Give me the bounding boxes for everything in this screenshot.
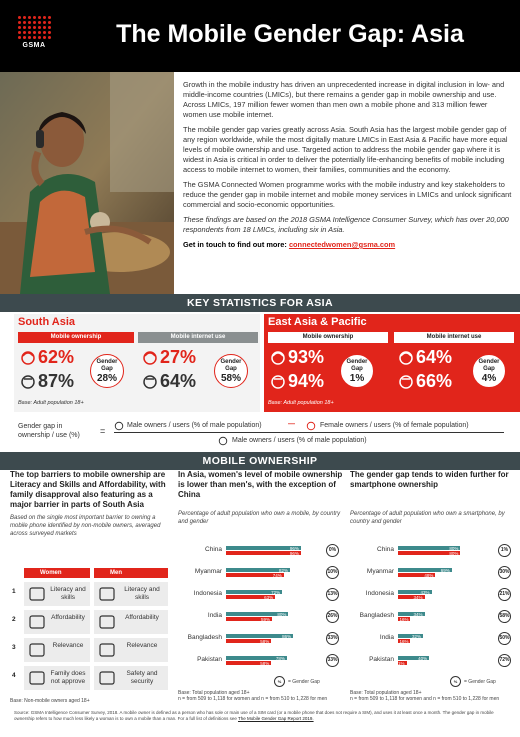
gender-gap-badge: 30% <box>498 566 511 579</box>
logo-dot <box>48 26 51 29</box>
contact-email-link[interactable]: connectedwomen@gsma.com <box>288 240 396 249</box>
logo-dot <box>23 26 26 29</box>
smartphone-chart-subtitle: Percentage of adult population who own a smartphone, by country and gender <box>350 511 505 525</box>
logo-dot <box>48 31 51 34</box>
barrier-rank: 3 <box>12 644 16 651</box>
logo-dot <box>33 36 36 39</box>
bar-value-label: 58% <box>260 638 270 644</box>
gender-gap-badge: 26% <box>326 610 339 623</box>
barrier-row <box>10 608 170 636</box>
female-face-icon <box>270 350 286 366</box>
logo-dot <box>33 26 36 29</box>
page-title: The Mobile Gender Gap: Asia <box>116 20 464 48</box>
logo-dot <box>43 16 46 19</box>
bar-value-label: 58% <box>260 660 270 666</box>
contact-label: Get in touch to find out more: <box>183 240 287 249</box>
south-asia-stats <box>14 314 260 412</box>
south-asia-int-women: 27% <box>160 347 197 367</box>
east-asia-base-note: Base: Adult population 18+ <box>268 400 334 406</box>
barrier-icon <box>28 642 46 658</box>
barrier-icon <box>98 614 116 630</box>
logo-dot <box>23 16 26 19</box>
barrier-row <box>10 636 170 664</box>
east-asia-int-men: 66% <box>416 371 453 391</box>
south-asia-own-women: 62% <box>38 347 75 367</box>
logo-text: GSMA <box>22 42 46 49</box>
footer-text: Source: GSMA Intelligence Consumer Survey, 2018. A mobile owner is defined as a person who has sole or main use of a SIM card (or a mobile phone that does not require a SIM), and uses it at least once a month. The gender gap in mobile ownership refers to how much less likely a woman is to own a mobile than a man. For a full list of definitions see <box>14 710 494 721</box>
country-label: Myanmar <box>194 568 222 575</box>
female-face-icon <box>20 350 36 366</box>
male-face-icon <box>20 374 36 390</box>
bar-value-label: 34% <box>413 594 423 600</box>
country-label: Pakistan <box>369 656 394 663</box>
bar-value-label: 96% <box>289 545 299 551</box>
page-header <box>0 0 520 72</box>
south-asia-int-gap <box>214 354 248 388</box>
gap-label: Gender Gap <box>220 359 242 372</box>
smartphone-chart <box>350 542 518 682</box>
barrier-icon <box>28 614 46 630</box>
logo-dot <box>43 36 46 39</box>
intro-paragraph-4: These findings are based on the 2018 GSMA Intelligence Consumer Survey, which has over 20,000 respondents from 18 LMICs, including six in Asia. <box>183 215 509 234</box>
intro-paragraph-3: The GSMA Connected Women programme works with the mobile industry and key stakeholders to reduce the gender gap in mobile internet and mobile money services in LMICs and unlock significant commercial and socio-economic opportunities. <box>183 180 512 209</box>
smartphone-chart-title: The gender gap tends to widen further for smartphone ownership <box>350 470 509 489</box>
logo-dot <box>28 36 31 39</box>
south-asia-own-men: 87% <box>38 371 75 391</box>
country-label: China <box>377 546 394 553</box>
barriers-women-head: Women <box>24 568 90 578</box>
gap-value: 28% <box>96 373 117 384</box>
smartphone-gap-legend: = Gender Gap <box>464 679 496 685</box>
gender-gap-badge: 1% <box>498 544 511 557</box>
logo-dot <box>48 21 51 24</box>
east-asia-own-gap <box>340 354 374 388</box>
smartphone-base-n: n = from 509 to 1,118 for women and n = from 510 to 1,228 for men <box>350 696 500 702</box>
ownership-chart-title: In Asia, women's level of mobile ownership is lower than men's, with the exception of China <box>178 470 343 499</box>
male-face-icon <box>218 436 228 446</box>
gap-legend-icon: % <box>274 676 285 687</box>
male-face-icon <box>398 374 414 390</box>
logo-dot <box>18 21 21 24</box>
female-face-icon <box>142 350 158 366</box>
mobile-ownership-band: MOBILE OWNERSHIP <box>0 452 520 470</box>
bar-value-label: 34% <box>413 611 423 617</box>
logo-dot <box>38 36 41 39</box>
bar-value-label: 48% <box>424 572 434 578</box>
logo-dot <box>18 16 21 19</box>
barrier-icon <box>28 670 46 686</box>
barrier-icon <box>98 586 116 602</box>
female-face-icon <box>306 421 316 431</box>
bar-value-label: 78% <box>275 655 285 661</box>
logo-dot <box>18 31 21 34</box>
ownership-chart <box>178 542 344 682</box>
barriers-panel <box>10 470 170 708</box>
footer-report-link[interactable]: The Mobile Gender Gap Report 2019. <box>238 716 314 721</box>
ownership-base-n: n = from 509 to 1,118 for women and n = from 510 to 1,228 for men <box>178 696 328 702</box>
country-label: India <box>379 634 394 641</box>
logo-dot <box>43 21 46 24</box>
woman-on-phone-photo <box>0 72 174 294</box>
bar-value-label: 16% <box>399 616 409 622</box>
gender-gap-badge: 33% <box>326 632 339 645</box>
logo-dot <box>48 36 51 39</box>
east-asia-stats <box>264 314 520 412</box>
bar-value-label: 59% <box>261 616 271 622</box>
gender-gap-badge: 33% <box>326 654 339 667</box>
barrier-men-text: Affordability <box>125 614 159 621</box>
bar-value-label: 80% <box>449 545 459 551</box>
barrier-rank: 4 <box>12 672 16 679</box>
formula-minus: — <box>288 421 295 428</box>
gender-gap-badge: 0% <box>326 544 339 557</box>
logo-dot <box>23 31 26 34</box>
barrier-men-text: Literacy and skills <box>124 586 160 601</box>
gender-gap-badge: 21% <box>498 588 511 601</box>
country-label: Indonesia <box>193 590 222 597</box>
barrier-women-text: Affordability <box>51 614 85 621</box>
east-asia-int-women: 64% <box>416 347 453 367</box>
barrier-men-text: Safety and security <box>126 670 158 685</box>
logo-dot <box>23 36 26 39</box>
bar-value-label: 96% <box>289 550 299 556</box>
formula-label-line-2: ownership / use (%) <box>18 432 80 439</box>
gap-value: 1% <box>349 373 365 384</box>
logo-dot <box>28 16 31 19</box>
east-asia-internet-head: Mobile internet use <box>394 332 514 343</box>
male-face-icon <box>114 421 124 431</box>
bar-value-label: 63% <box>264 594 274 600</box>
bar-value-label: 82% <box>278 567 288 573</box>
barrier-row <box>10 664 170 692</box>
barrier-icon <box>98 642 116 658</box>
ownership-gap-legend: = Gender Gap <box>288 679 320 685</box>
male-face-icon <box>142 374 158 390</box>
bar-value-label: 16% <box>399 638 409 644</box>
gap-value: 58% <box>220 373 241 384</box>
footer-source <box>14 710 514 722</box>
formula-male: Male owners / users (% of male population) <box>127 422 262 429</box>
barrier-rank: 2 <box>12 616 16 623</box>
formula-equals: = <box>100 426 106 436</box>
formula-divider <box>114 432 504 433</box>
country-label: Indonesia <box>365 590 394 597</box>
male-face-icon <box>270 374 286 390</box>
barrier-women-text: Literacy and skills <box>50 586 86 601</box>
logo-dot <box>43 31 46 34</box>
logo-dot <box>43 26 46 29</box>
country-label: India <box>207 612 222 619</box>
intro-paragraph-2: The mobile gender gap varies greatly across Asia. South Asia has the largest mobile gender gap of any region worldwide, while the most digitally mature LMICs in East Asia & Pacific have more equal levels of mobile ownership and use. Targeted action to address the mobile gender gap where it is widest in Asia is critical in order to deliver the potentially life-enhancing benefits of mobile including access to mobile internet to women, their families, communities and the economy. <box>183 125 508 174</box>
gender-gap-badge: 10% <box>326 566 339 579</box>
formula-label-line-1: Gender gap in <box>18 423 63 430</box>
south-asia-base-note: Base: Adult population 18+ <box>18 400 84 406</box>
south-asia-internet-head: Mobile internet use <box>138 332 258 343</box>
country-label: China <box>205 546 222 553</box>
barrier-icon <box>98 670 116 686</box>
logo-dot <box>33 21 36 24</box>
country-label: Myanmar <box>366 568 394 575</box>
formula-female: Female owners / users (% of female population) <box>320 422 469 429</box>
gap-label: Gender Gap <box>346 359 368 372</box>
formula-denominator: Male owners / users (% of male population) <box>232 437 367 444</box>
logo-dot <box>38 31 41 34</box>
smartphone-base: Base: Total population aged 18+ <box>350 690 422 696</box>
east-asia-own-women: 93% <box>288 347 325 367</box>
barrier-icon <box>28 586 46 602</box>
gsma-logo <box>14 14 54 56</box>
gap-label: Gender Gap <box>478 359 500 372</box>
bar-value-label: 32% <box>411 633 421 639</box>
logo-dot <box>18 36 21 39</box>
barrier-men-text: Relevance <box>126 642 158 649</box>
barrier-rank: 1 <box>12 588 16 595</box>
gender-gap-badge: 13% <box>326 588 339 601</box>
ownership-base: Base: Total population aged 18+ <box>178 690 250 696</box>
country-label: Bangladesh <box>187 634 222 641</box>
barriers-subtitle: Based on the single most important barrier to owning a mobile phone identified by non-mobile owners, averaged across surveyed markets <box>10 515 161 537</box>
south-asia-title: South Asia <box>18 316 76 328</box>
bar-value-label: 72% <box>271 589 281 595</box>
barriers-title: The top barriers to mobile ownership are Literacy and Skills and Affordability, with family disapproval also featuring as a major barrier in parts of South Asia <box>10 470 166 509</box>
ownership-by-country-panel <box>178 470 344 708</box>
country-label: Pakistan <box>197 656 222 663</box>
logo-dot <box>28 31 31 34</box>
barriers-base: Base: Non-mobile owners aged 18+ <box>10 698 90 704</box>
logo-dot <box>48 16 51 19</box>
logo-dot <box>33 31 36 34</box>
logo-dot <box>38 26 41 29</box>
east-asia-ownership-head: Mobile ownership <box>268 332 388 343</box>
south-asia-int-men: 64% <box>160 371 197 391</box>
east-asia-own-men: 94% <box>288 371 325 391</box>
bar-value-label: 40% <box>418 655 428 661</box>
bar-value-label: 69% <box>440 567 450 573</box>
ownership-chart-subtitle: Percentage of adult population who own a mobile, by country and gender <box>178 511 341 525</box>
bar-value-label: 86% <box>282 633 292 639</box>
bar-value-label: 80% <box>277 611 287 617</box>
gender-gap-badge: 50% <box>498 632 511 645</box>
logo-dot <box>38 16 41 19</box>
barrier-women-text: Relevance <box>52 642 84 649</box>
logo-dot <box>28 21 31 24</box>
barriers-men-head: Men <box>94 568 168 578</box>
bar-value-label: 74% <box>272 572 282 578</box>
key-stats-band: KEY STATISTICS FOR ASIA <box>0 294 520 312</box>
smartphone-by-country-panel <box>350 470 518 708</box>
gender-gap-badge: 72% <box>498 654 511 667</box>
barrier-women-text: Family does not approve <box>50 670 86 685</box>
gap-legend-icon: % <box>450 676 461 687</box>
formula-label <box>18 422 80 440</box>
logo-dot <box>18 26 21 29</box>
country-label: Bangladesh <box>359 612 394 619</box>
gender-gap-formula <box>0 416 520 452</box>
gap-label: Gender Gap <box>96 359 118 372</box>
female-face-icon <box>398 350 414 366</box>
gap-value: 4% <box>481 373 497 384</box>
barrier-row <box>10 580 170 608</box>
logo-dot <box>38 21 41 24</box>
east-asia-title: East Asia & Pacific <box>268 316 367 328</box>
bar-value-label: 11% <box>395 660 405 666</box>
south-asia-ownership-head: Mobile ownership <box>18 332 134 343</box>
gender-gap-badge: 58% <box>498 610 511 623</box>
logo-dot <box>23 21 26 24</box>
bar-value-label: 43% <box>420 589 430 595</box>
logo-dot <box>28 26 31 29</box>
bar-value-label: 80% <box>449 550 459 556</box>
contact-line <box>183 240 513 250</box>
logo-dot <box>33 16 36 19</box>
south-asia-own-gap <box>90 354 124 388</box>
intro-text <box>183 80 513 255</box>
intro-paragraph-1: Growth in the mobile industry has driven an unprecedented increase in digital inclusion in low- and middle-income countries (LMICs), but there remains a gender gap in mobile ownership and use. Across LMICs, 197 million fewer women than men own a mobile phone and 313 million fewer women use mobile internet. <box>183 80 505 119</box>
east-asia-int-gap <box>472 354 506 388</box>
